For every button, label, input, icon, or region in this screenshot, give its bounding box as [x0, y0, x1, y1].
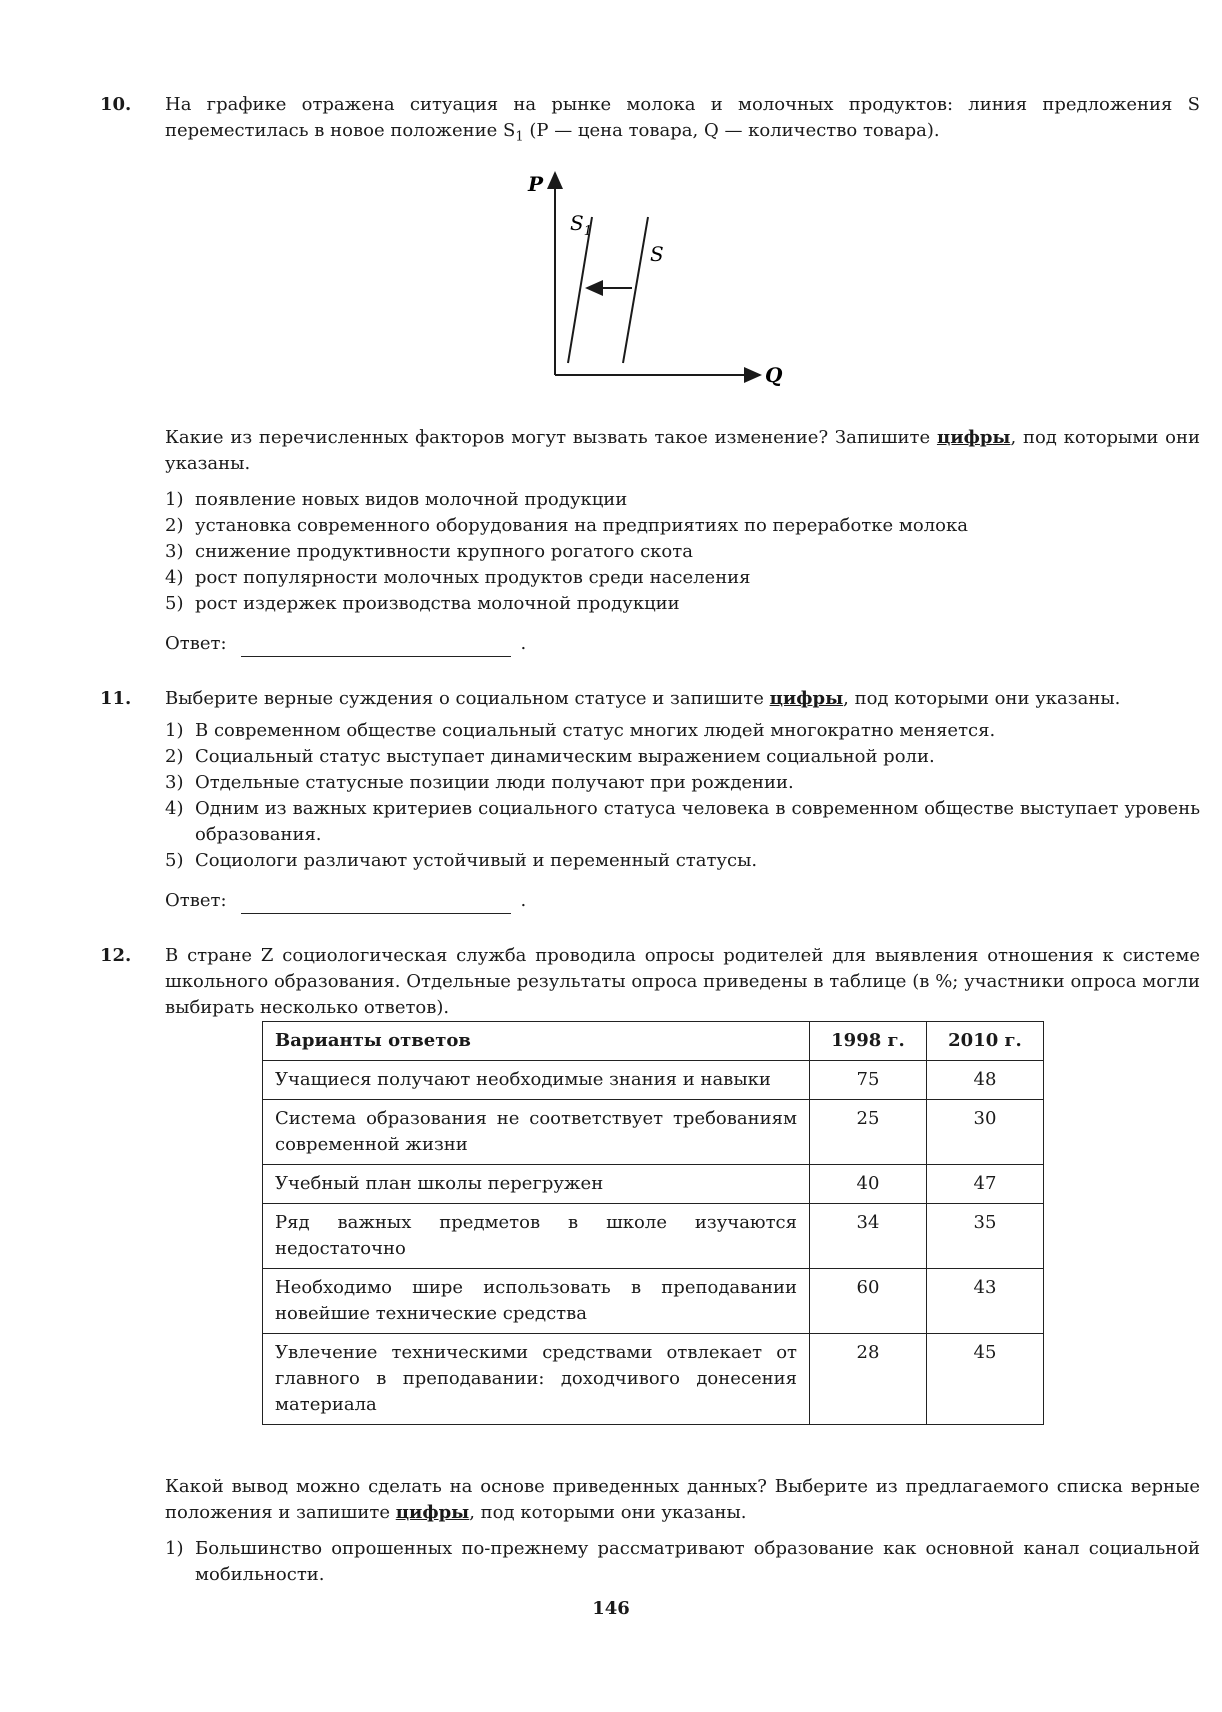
options-list: [165, 718, 1200, 874]
column-header: Варианты ответов: [263, 1022, 810, 1061]
task-10-question: [100, 425, 1200, 657]
task-question: Какой вывод можно сделать на основе приведенных данных? Выберите из предлагаемого списка верные положения и запишите цифры, под которыми они указаны.: [165, 1476, 1200, 1523]
task-12-question: [100, 1474, 1200, 1588]
task-intro: В стране Z социологическая служба проводила опросы родителей для выявления отношения к системе школьного образования. Отдельные результаты опроса приведены в таблице (в %; участники опроса могли выбирать несколько ответов).: [165, 945, 1200, 1018]
task-question: Какие из перечисленных факторов могут вызвать такое изменение? Запишите цифры, под которыми они указаны.: [165, 427, 1200, 474]
option-item: 1) В современном обществе социальный статус многих людей многократно меняется.: [165, 720, 996, 741]
task-11: [100, 686, 1200, 914]
s1-label: $S_1$: [570, 211, 592, 239]
options-list: [165, 487, 1200, 617]
supply-curve-s: [623, 217, 648, 363]
table-row: Увлечение техническими средствами отвлекает от главного в преподавании: доходчивого донесения материала 28 45: [263, 1334, 1044, 1425]
task-intro: На графике отражена ситуация на рынке молока и молочных продуктов: линия предложения S переместилась в новое положение $S_1$ (P — цена товара, Q — количество товара).: [165, 94, 1200, 145]
option-item: 3) Отдельные статусные позиции люди получают при рождении.: [165, 772, 794, 793]
table-row: Система образования не соответствует требованиям современной жизни 25 30: [263, 1100, 1044, 1165]
x-axis-label: Q: [765, 363, 783, 387]
table-row: Учащиеся получают необходимые знания и навыки 75 48: [263, 1061, 1044, 1100]
answer-label: Ответ:: [165, 890, 227, 911]
column-header: 2010 г.: [927, 1022, 1044, 1061]
task-number: 10.: [100, 94, 132, 115]
option-item: 1) появление новых видов молочной продукции: [165, 489, 628, 510]
task-12: [100, 943, 1200, 1021]
y-axis-label: P: [528, 172, 544, 196]
answer-row: Ответ: .: [165, 888, 1200, 914]
page-number: 146: [592, 1598, 630, 1619]
table-row: Необходимо шире использовать в преподавании новейшие технические средства 60 43: [263, 1269, 1044, 1334]
answer-row: Ответ: .: [165, 631, 1200, 657]
survey-table: [262, 1021, 1044, 1425]
option-item: 5) рост издержек производства молочной продукции: [165, 593, 680, 614]
option-item: 4) Одним из важных критериев социального статуса человека в современном обществе выступает уровень образования.: [165, 798, 1200, 845]
option-item: 4) рост популярности молочных продуктов среди населения: [165, 567, 751, 588]
answer-field[interactable]: [241, 638, 511, 657]
task-number: 12.: [100, 945, 132, 966]
table-header-row: [263, 1022, 1044, 1061]
table-row: Ряд важных предметов в школе изучаются недостаточно 34 35: [263, 1204, 1044, 1269]
option-item: 5) Социологи различают устойчивый и переменный статусы.: [165, 850, 758, 871]
option-item: 1) Большинство опрошенных по-прежнему рассматривают образование как основной канал социальной мобильности.: [165, 1538, 1200, 1585]
option-item: 2) установка современного оборудования на предприятиях по переработке молока: [165, 515, 968, 536]
supply-shift-chart: [520, 165, 800, 395]
options-list: [165, 1536, 1200, 1588]
s-label: S: [650, 242, 664, 266]
answer-label: Ответ:: [165, 633, 227, 654]
option-item: 2) Социальный статус выступает динамическим выражением социальной роли.: [165, 746, 935, 767]
table-row: Учебный план школы перегружен 40 47: [263, 1165, 1044, 1204]
task-number: 11.: [100, 688, 132, 709]
column-header: 1998 г.: [810, 1022, 927, 1061]
answer-field[interactable]: [241, 895, 511, 914]
task-intro: Выберите верные суждения о социальном статусе и запишите цифры, под которыми они указаны.: [165, 688, 1121, 709]
task-10: [100, 92, 1200, 151]
option-item: 3) снижение продуктивности крупного рогатого скота: [165, 541, 693, 562]
